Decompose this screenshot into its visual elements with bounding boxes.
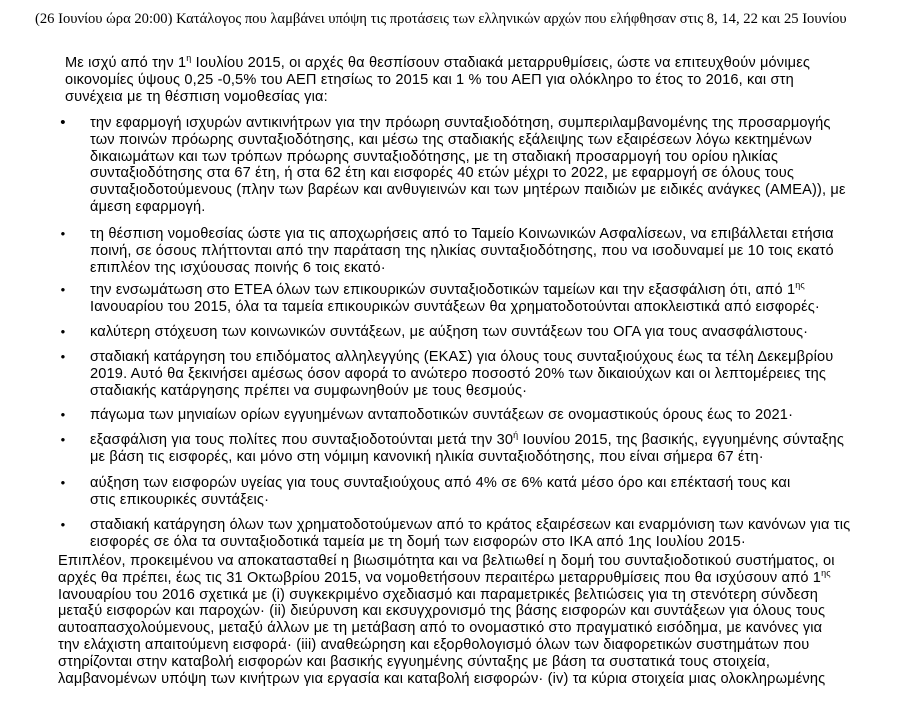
text-run: ποινή, σε όσους πλήττονται από την παράταση της ηλικίας συνταξιοδότησης, που να ισοδυναμεί με 10 τοις εκατό — [90, 242, 834, 259]
text-line — [90, 299, 820, 316]
text-line — [58, 553, 915, 570]
bullet-text — [90, 407, 793, 424]
text-line — [90, 115, 846, 132]
text-line — [90, 349, 833, 366]
document-header: (26 Ιουνίου ώρα 20:00) Κατάλογος που λαμβάνει υπόψη τις προτάσεις των ελληνικών αρχών που ελήφθησαν στις 8, 14, 22 και 25 Ιουνίου — [35, 11, 847, 27]
text-run: καλύτερη στόχευση των κοινωνικών συντάξεων, με αύξηση των συντάξεων του ΟΓΑ για τους ανασφάλιστους· — [90, 324, 809, 340]
bullet-text — [90, 432, 844, 466]
text-run: 2019. Αυτό θα ξεκινήσει αμέσως όσον αφορά το ανώτερο ποσοστό 20% των δικαιούχων και οι λεπτομέρειες της — [90, 365, 827, 382]
bullet-text — [90, 226, 834, 276]
text-run: επιπλέον της ισχύουσας ποινής 6 τοις εκατό· — [90, 259, 386, 276]
text-run: πάγωμα των μηνιαίων ορίων εγγυημένων ανταποδοτικών συντάξεων σε ονομαστικούς όρους έως το 2021· — [90, 407, 794, 423]
text-run: στις επικουρικές συντάξεις· — [90, 491, 270, 508]
text-run: στηρίζονται στην καταβολή εισφορών και βασικής εγγυημένης σύνταξης με βάση τα συστατικά τους στοιχεία, — [58, 653, 771, 670]
text-run: αυτοαπασχολούμενους, μεταξύ άλλων με τη μετάβαση από το ονομαστικό στο πραγματικό εισόδημα, με κανόνες για — [58, 620, 823, 637]
text-run: άμεση εφαρμογή. — [90, 198, 206, 215]
bullet-text — [90, 349, 833, 399]
text-run: εξασφάλιση για τους πολίτες που συνταξιοδοτούνται μετά την 30 — [90, 432, 514, 448]
text-run: Ιανουαρίου του 2015, όλα τα ταμεία επικουρικών συντάξεων θα χρηματοδοτούνται αποκλειστικά από εισφορές· — [90, 298, 820, 315]
text-run: των ποινών πρόωρης συνταξιοδότησης, και μέσω της σταδιακής εξάλειψης των εξαιρέσεων λόγω κεκτημένων — [90, 131, 812, 148]
text-run: Ιανουαρίου του 2016 σχετικά με (i) συγκεκριμένο σχεδιασμό και παραμετρικές βελτιώσεις για τη στενότερη σύνδεση — [58, 586, 819, 603]
text-run: την ελάχιστη απαιτούμενη εισφορά· (iii) αναθεώρηση και εξορθολογισμό όλων των διαφορετικών συστημάτων που — [58, 636, 810, 653]
text-line — [90, 282, 820, 299]
text-run: δικαιωμάτων και των τρόπων πρόωρης συνταξιοδότησης, με τη σταδιακή προσαρμογή του ορίου ηλικίας — [90, 148, 779, 165]
bullet-text — [90, 324, 808, 341]
text-run: Με ισχύ από την 1 — [65, 55, 187, 71]
text-run: τη θέσπιση νομοθεσίας ώστε για τις αποχωρήσεις από το Ταμείο Κοινωνικών Ασφαλίσεων, να επιβάλλεται ετήσια — [90, 226, 834, 242]
text-line — [90, 149, 846, 166]
text-line — [90, 449, 844, 466]
text-run: συνταξιοδοτούμενους (πλην των βαρέων και ανθυγιεινών και των μητέρων παιδιών με ειδικές ανάγκες (ΑΜΕΑ)), με — [90, 182, 846, 199]
text-line — [90, 407, 793, 424]
text-run: οικονομίες ύψους 0,25 -0,5% του ΑΕΠ ετησίως το 2015 και 1 % του ΑΕΠ για ολόκληρο το έτος το 2016, και στη — [65, 71, 794, 88]
text-run: αρχές θα πρέπει, έως τις 31 Οκτωβρίου 2015, να νομοθετήσουν περαιτέρω μεταρρυθμίσεις που θα ισχύσουν από 1 — [58, 569, 822, 586]
text-line — [58, 587, 915, 604]
text-line — [58, 603, 915, 620]
text-line — [90, 165, 846, 182]
text-run: συνέχεια με τη θέσπιση νομοθεσίας για: — [65, 88, 328, 105]
text-line — [58, 620, 915, 637]
text-run: συνταξιοδότησης στα 67 έτη, ή στα 62 έτη και εισφορές 40 ετών μέχρι το 2022, με εφαρμογή σε όλους τους — [90, 165, 795, 182]
text-line — [90, 132, 846, 149]
bullet-text — [90, 282, 820, 316]
text-line — [90, 199, 846, 216]
bullet-icon: • — [60, 349, 66, 364]
bullet-icon: • — [60, 475, 66, 490]
text-line — [90, 383, 833, 400]
bullet-icon: • — [60, 114, 66, 131]
text-run: Ιουλίου 2015, οι αρχές θα θεσπίσουν σταδιακά μεταρρυθμίσεις, ώστε να επιτευχθούν μόνιμες — [191, 55, 811, 71]
ordinal-superscript: ης — [795, 280, 805, 290]
bullet-icon: • — [60, 517, 66, 532]
text-run: σταδιακής κατάργησης πρέπει να συμφωνηθούν με τους θεσμούς· — [90, 382, 528, 399]
bullet-icon: • — [60, 226, 66, 241]
text-run: σταδιακή κατάργηση του επιδόματος αλληλεγγύης (ΕΚΑΣ) για όλους τους συνταξιούχους έως τα τέλη Δεκεμβρίου — [90, 349, 834, 365]
text-line — [90, 517, 850, 534]
text-line — [65, 72, 915, 89]
text-line — [90, 226, 834, 243]
text-line — [90, 366, 833, 383]
text-line — [58, 637, 915, 654]
text-line — [65, 89, 915, 106]
bullet-icon: • — [60, 407, 66, 422]
intro-paragraph — [65, 55, 915, 105]
text-run: με βάση τις εισφορές, και μόνο στη νόμιμη κανονική ηλικία συνταξιοδότησης, που είναι σήμερα 67 έτη· — [90, 448, 764, 465]
bullet-icon: • — [60, 282, 66, 297]
bullet-icon: • — [60, 324, 66, 339]
text-line — [65, 55, 915, 72]
bullet-text — [90, 115, 846, 216]
text-line — [58, 567, 915, 587]
text-run: την εφαρμογή ισχυρών αντικινήτρων για την πρόωρη συνταξιοδότηση, συμπεριλαμβανομένης της προσαρμογής — [90, 115, 831, 131]
text-run: αύξηση των εισφορών υγείας για τους συνταξιούχους από 4% σε 6% κατά μέσο όρο και επέκτασή τους και — [90, 475, 791, 491]
text-line — [90, 260, 834, 277]
text-run: εισφορές σε όλα τα συνταξιοδοτικά ταμεία με τη δομή των εισφορών στο ΙΚΑ από 1ης Ιουλίου 2015· — [90, 533, 746, 550]
text-line — [90, 475, 790, 492]
bullet-text — [90, 475, 790, 509]
ordinal-superscript: ης — [821, 567, 831, 578]
text-line — [90, 324, 808, 341]
ordinal-superscript: η — [186, 53, 192, 63]
text-run: σταδιακή κατάργηση όλων των χρηματοδοτούμενων από το κράτος εξαιρέσεων και εναρμόνιση των κανόνων για τις — [90, 517, 851, 533]
ordinal-superscript: ή — [513, 430, 519, 440]
bullet-text — [90, 517, 850, 551]
text-line — [90, 432, 844, 449]
bullet-icon: • — [60, 432, 66, 447]
text-line — [90, 492, 790, 509]
text-run: Επιπλέον, προκειμένου να αποκατασταθεί η βιωσιμότητα και να βελτιωθεί η δομή του συνταξιοδοτικού συστήματος, οι — [58, 553, 835, 569]
text-run: μεταξύ εισφορών και παροχών· (ii) διεύρυνση και εκσυγχρονισμό της βάσης εισφορών και συντάξεων για όλους τους — [58, 603, 826, 620]
text-line — [58, 671, 915, 688]
text-line — [58, 654, 915, 671]
text-line — [90, 182, 846, 199]
text-run: λαμβανομένων υπόψη των κινήτρων για εργασία και καταβολή εισφορών· (iv) τα κύρια στοιχεία μιας ολοκληρωμένης — [58, 670, 826, 687]
text-line — [90, 243, 834, 260]
text-line — [90, 534, 850, 551]
text-run: την ενσωμάτωση στο ΕΤΕΑ όλων των επικουρικών συνταξιοδοτικών ταμείων και την εξασφάλιση ότι, από 1 — [90, 282, 796, 298]
text-run: Ιουνίου 2015, της βασικής, εγγυημένης σύνταξης — [518, 432, 845, 448]
closing-paragraph — [58, 553, 915, 687]
